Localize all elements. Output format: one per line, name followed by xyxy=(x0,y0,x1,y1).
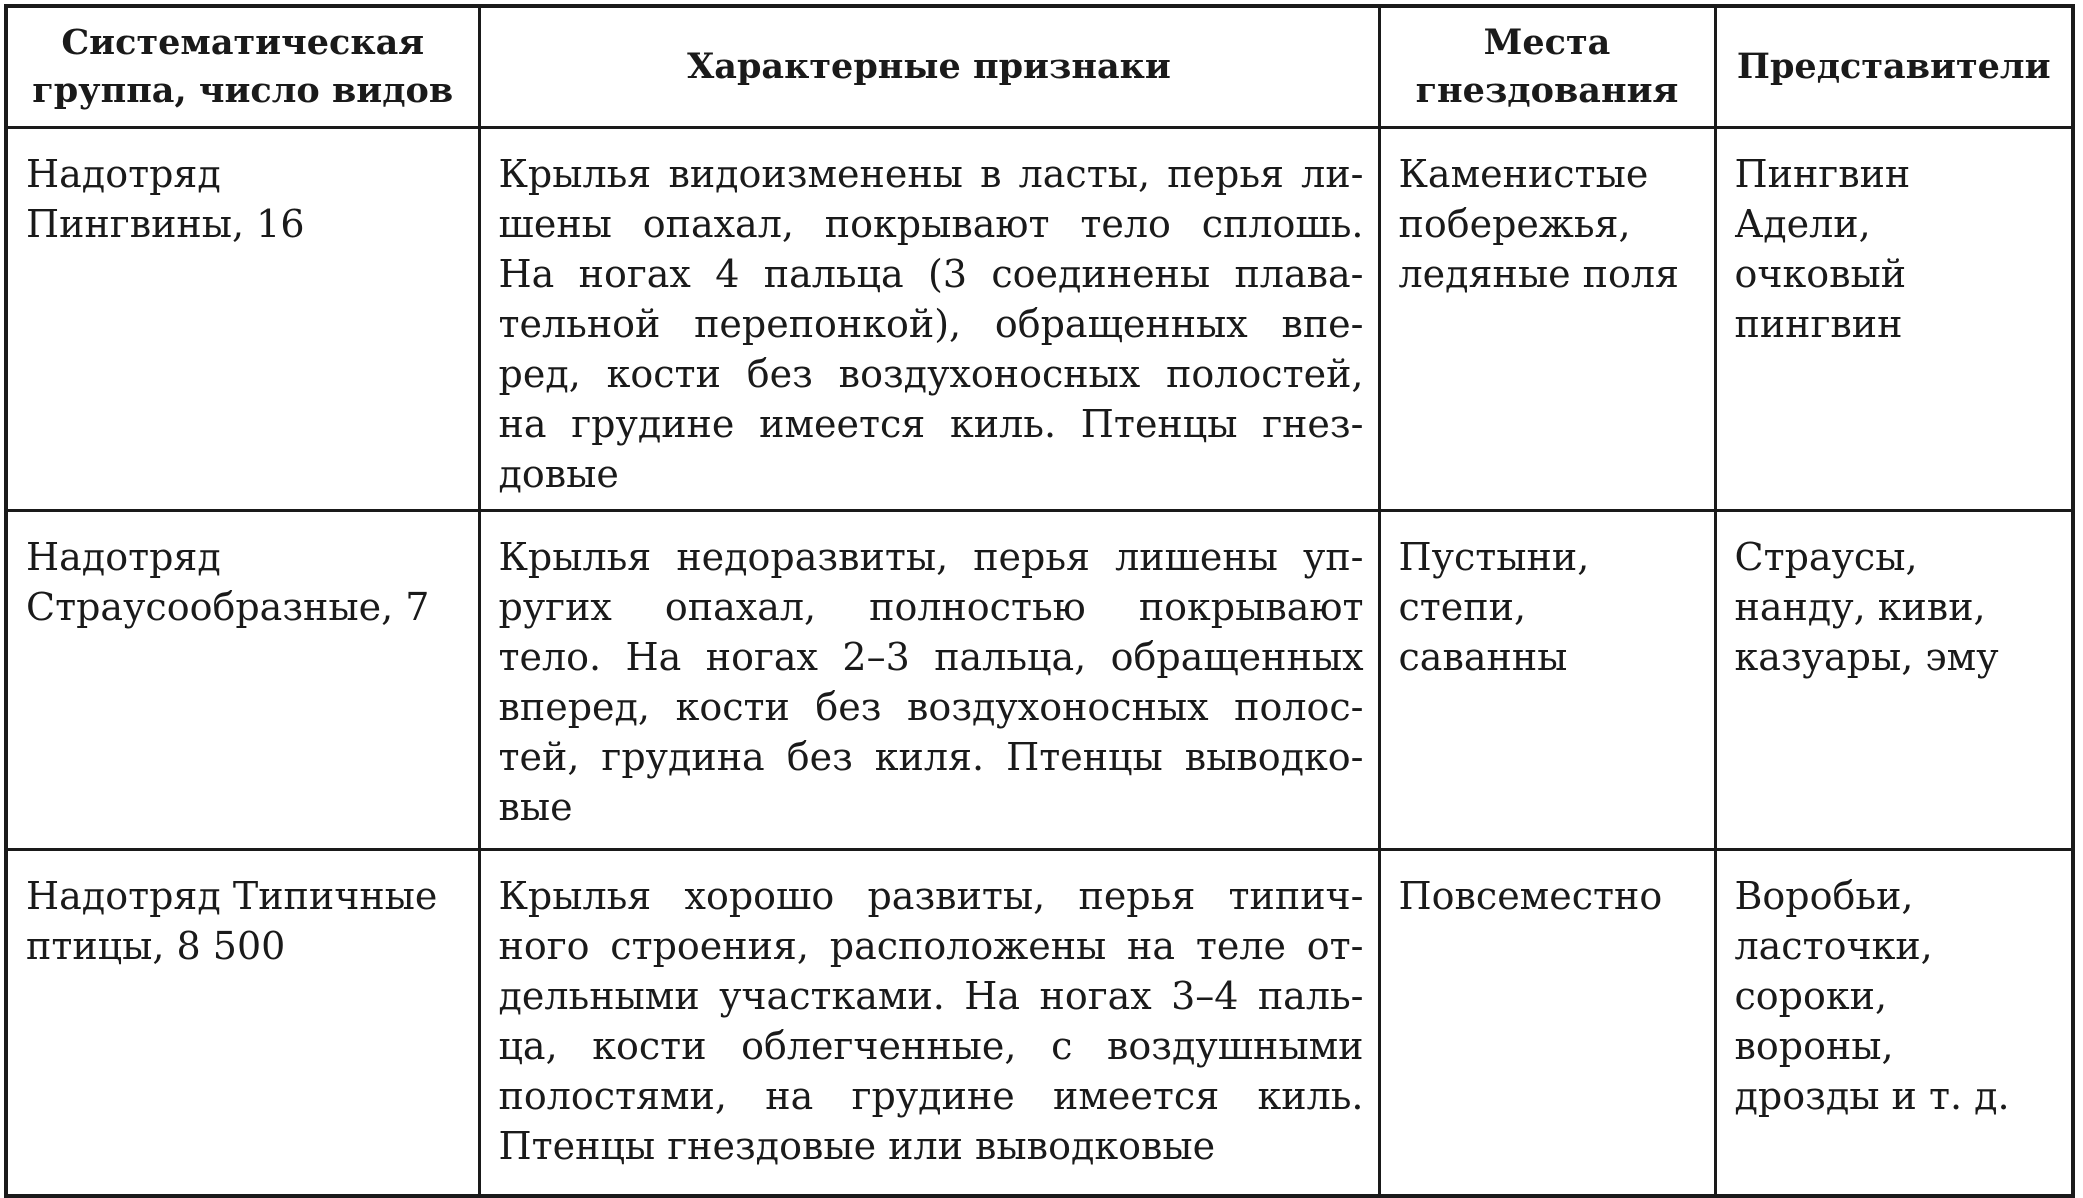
cell-features xyxy=(479,850,1379,1197)
cell-line: вперед, кости без воздухоносных полос- xyxy=(498,685,1364,729)
header-line: группа, число видов xyxy=(32,70,454,111)
cell-features xyxy=(479,511,1379,850)
header-representatives xyxy=(1715,6,2073,128)
cell-group xyxy=(6,850,479,1197)
cell-line: ного строения, расположены на теле от- xyxy=(498,924,1364,968)
cell-line: ца, кости облегченные, с воздушными xyxy=(498,1024,1364,1068)
cell-line: пингвин xyxy=(1734,302,1903,346)
cell-line: Страусообразные, 7 xyxy=(26,585,430,629)
cell-line: вые xyxy=(498,785,573,829)
header-group xyxy=(6,6,479,128)
cell-line: шены опахал, покрывают тело сплошь. xyxy=(498,202,1364,246)
cell-representatives xyxy=(1715,511,2073,850)
header-features xyxy=(479,6,1379,128)
cell-line: степи, xyxy=(1398,585,1527,629)
cell-line: Адели, xyxy=(1734,202,1871,246)
cell-line: тело. На ногах 2–3 пальца, обращенных xyxy=(498,635,1364,679)
cell-line: ласточки, xyxy=(1734,924,1933,968)
cell-line: Каменистые xyxy=(1398,152,1649,196)
cell-line: тельной перепонкой), обращенных впе- xyxy=(498,302,1364,346)
cell-line: сороки, xyxy=(1734,974,1888,1018)
cell-line: побережья, xyxy=(1398,202,1631,246)
cell-line: Повсеместно xyxy=(1398,874,1663,918)
table-row-ostriches xyxy=(6,511,2073,850)
cell-group xyxy=(6,128,479,511)
cell-representatives xyxy=(1715,850,2073,1197)
header-line: Систематическая xyxy=(61,22,425,63)
cell-line: нанду, киви, xyxy=(1734,585,1986,629)
cell-line: довые xyxy=(498,452,619,496)
header-row xyxy=(6,6,2073,128)
cell-line: Крылья видоизменены в ласты, перья ли- xyxy=(498,152,1364,196)
cell-line: саванны xyxy=(1398,635,1568,679)
cell-line: Крылья недоразвиты, перья лишены уп- xyxy=(498,535,1364,579)
cell-line: птицы, 8 500 xyxy=(26,924,286,968)
header-line: Характерные признаки xyxy=(687,46,1171,87)
cell-line: ред, кости без воздухоносных полостей, xyxy=(498,352,1364,396)
cell-line: Надотряд Типичные xyxy=(26,874,438,918)
cell-group xyxy=(6,511,479,850)
table-row-typical-birds xyxy=(6,850,2073,1197)
cell-line: полостями, на грудине имеется киль. xyxy=(498,1074,1364,1118)
cell-line: На ногах 4 пальца (3 соединены плава- xyxy=(498,252,1364,296)
cell-line: Пингвин xyxy=(1734,152,1911,196)
cell-line: казуары, эму xyxy=(1734,635,1999,679)
cell-nesting xyxy=(1379,850,1715,1197)
cell-line: очковый xyxy=(1734,252,1907,296)
cell-nesting xyxy=(1379,128,1715,511)
cell-line: дрозды и т. д. xyxy=(1734,1074,2010,1118)
cell-line: ледяные поля xyxy=(1398,252,1679,296)
header-line: гнездования xyxy=(1415,70,1679,111)
cell-line: тей, грудина без киля. Птенцы выводко- xyxy=(498,735,1364,779)
cell-line: Воробьи, xyxy=(1734,874,1914,918)
cell-line: дельными участками. На ногах 3–4 паль- xyxy=(498,974,1364,1018)
header-nesting xyxy=(1379,6,1715,128)
cell-line: Пустыни, xyxy=(1398,535,1590,579)
cell-line: Птенцы гнездовые или выводковые xyxy=(498,1124,1216,1168)
cell-representatives xyxy=(1715,128,2073,511)
cell-line: вороны, xyxy=(1734,1024,1894,1068)
cell-line: Крылья хорошо развиты, перья типич- xyxy=(498,874,1364,918)
cell-line: ругих опахал, полностью покрывают xyxy=(498,585,1364,629)
table-row-penguins xyxy=(6,128,2073,511)
cell-line: Надотряд xyxy=(26,535,221,579)
cell-nesting xyxy=(1379,511,1715,850)
cell-features xyxy=(479,128,1379,511)
cell-line: на грудине имеется киль. Птенцы гнез- xyxy=(498,402,1364,446)
cell-line: Страусы, xyxy=(1734,535,1918,579)
header-line: Представители xyxy=(1736,46,2051,87)
header-line: Места xyxy=(1483,22,1611,63)
cell-line: Надотряд xyxy=(26,152,221,196)
cell-line: Пингвины, 16 xyxy=(26,202,305,246)
bird-superorders-table xyxy=(4,4,2075,1198)
